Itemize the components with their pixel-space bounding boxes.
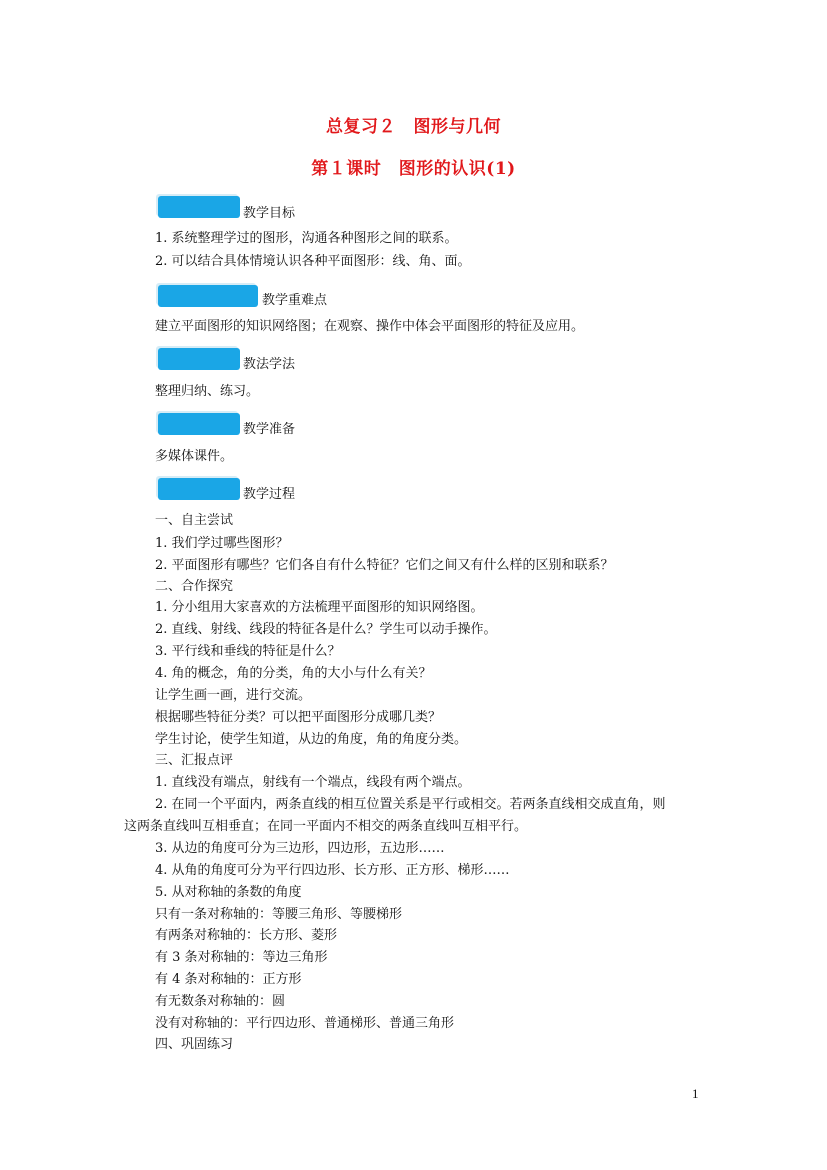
process-line: 根据哪些特征分类？可以把平面图形分成哪几类？ xyxy=(155,710,442,725)
process-line: 有无数条对称轴的：圆 xyxy=(155,994,286,1009)
process-line: 2. 直线、射线、线段的特征各是什么？学生可以动手操作。 xyxy=(155,622,497,637)
methods-line-1: 整理归纳、练习。 xyxy=(155,384,260,399)
process-line: 3. 从边的角度可分为三边形，四边形，五边形…… xyxy=(155,841,445,856)
section-label-methods: 教法学法 xyxy=(243,357,296,372)
process-line: 1. 分小组用大家喜欢的方法梳理平面图形的知识网络图。 xyxy=(155,600,484,615)
process-line: 只有一条对称轴的：等腰三角形、等腰梯形 xyxy=(155,907,403,922)
process-line: 4. 角的概念，角的分类，角的大小与什么有关？ xyxy=(155,666,432,681)
process-line: 三、汇报点评 xyxy=(155,753,234,768)
page-number: 1 xyxy=(692,1086,699,1101)
process-line: 1. 我们学过哪些图形？ xyxy=(155,536,289,551)
process-line: 一、自主尝试 xyxy=(155,513,234,528)
section-label-goals: 教学目标 xyxy=(243,206,296,221)
process-line: 这两条直线叫互相垂直；在同一平面内不相交的两条直线叫互相平行。 xyxy=(124,819,528,834)
document-title: 总复习２ 图形与几何 xyxy=(326,117,501,137)
process-line: 四、巩固练习 xyxy=(155,1037,234,1052)
section-badge-process xyxy=(158,478,240,500)
section-badge-goals xyxy=(158,196,240,218)
section-badge-preparation xyxy=(158,413,240,435)
process-line: 有 4 条对称轴的：正方形 xyxy=(155,972,302,987)
goal-line-1: 1. 系统整理学过的图形，沟通各种图形之间的联系。 xyxy=(155,231,458,246)
lesson-subtitle: 第１课时 图形的认识(1) xyxy=(311,159,516,179)
process-line: 1. 直线没有端点，射线有一个端点，线段有两个端点。 xyxy=(155,775,471,790)
process-line: 没有对称轴的：平行四边形、普通梯形、普通三角形 xyxy=(155,1016,455,1031)
process-line: 3. 平行线和垂线的特征是什么？ xyxy=(155,644,341,659)
process-line: 5. 从对称轴的条数的角度 xyxy=(155,885,302,900)
goal-line-2: 2. 可以结合具体情境认识各种平面图形：线、角、面。 xyxy=(155,254,471,269)
process-line: 让学生画一画，进行交流。 xyxy=(155,688,312,703)
preparation-line-1: 多媒体课件。 xyxy=(155,449,234,464)
process-line: 2. 在同一个平面内，两条直线的相互位置关系是平行或相交。若两条直线相交成直角，则 xyxy=(155,797,666,812)
process-line: 有两条对称轴的：长方形、菱形 xyxy=(155,928,338,943)
process-line: 学生讨论，使学生知道，从边的角度，角的角度分类。 xyxy=(155,732,468,747)
process-line: 2. 平面图形有哪些？它们各自有什么特征？它们之间又有什么样的区别和联系？ xyxy=(155,558,614,573)
process-line: 有 3 条对称轴的：等边三角形 xyxy=(155,950,328,965)
section-label-key-points: 教学重难点 xyxy=(262,293,328,308)
process-line: 4. 从角的角度可分为平行四边形、长方形、正方形、梯形…… xyxy=(155,863,510,878)
section-label-preparation: 教学准备 xyxy=(243,422,296,437)
section-badge-methods xyxy=(158,348,240,370)
section-badge-key-points xyxy=(158,285,258,307)
section-label-process: 教学过程 xyxy=(243,487,296,502)
process-line: 二、合作探究 xyxy=(155,579,234,594)
key-point-line-1: 建立平面图形的知识网络图；在观察、操作中体会平面图形的特征及应用。 xyxy=(155,319,585,334)
